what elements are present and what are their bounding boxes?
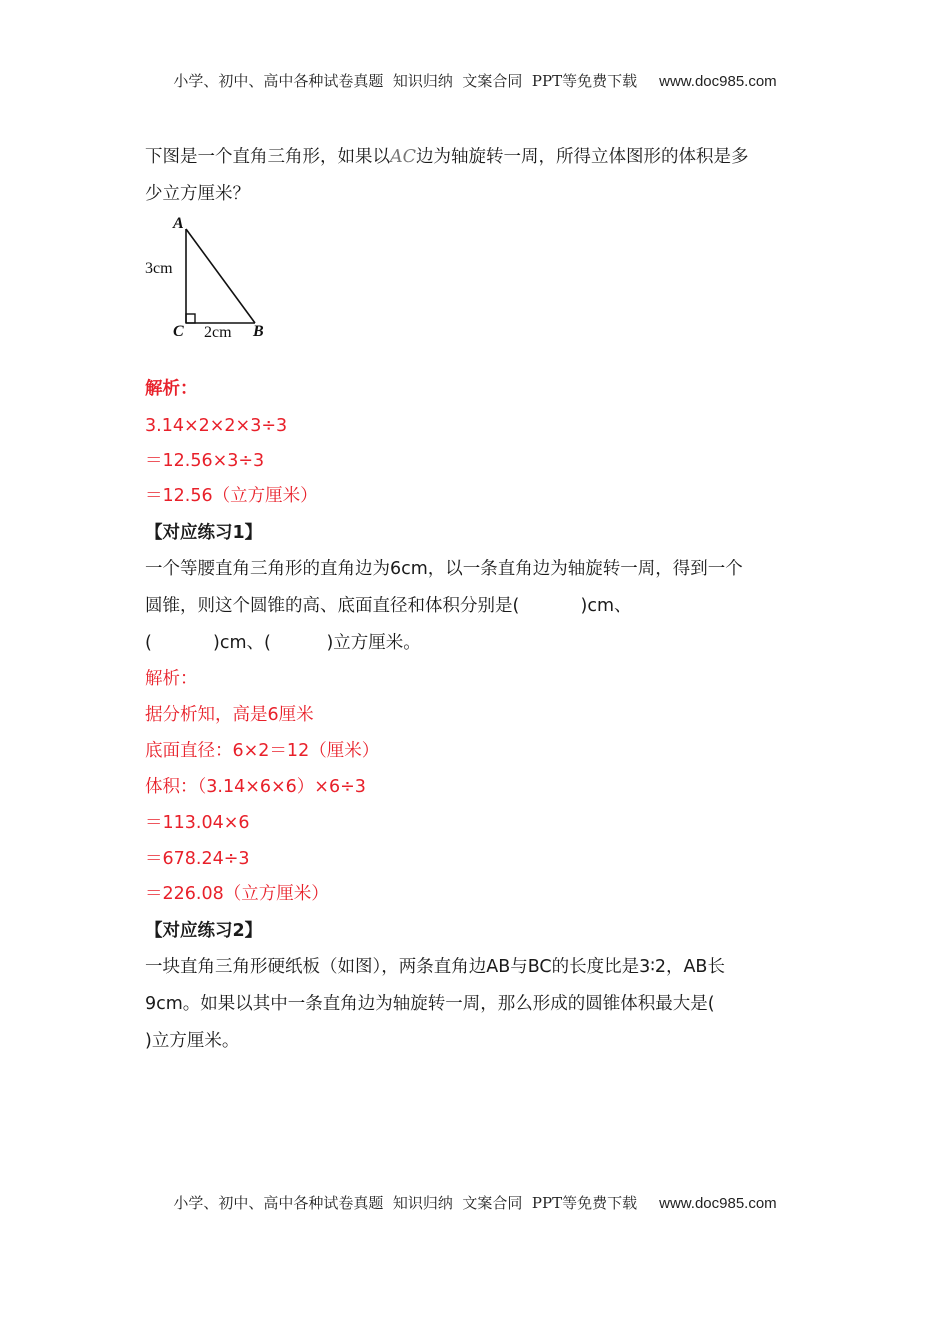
solution2-line: 体积：（3.14×6×6）×6÷3 [145,777,366,797]
vertex-label-c: C [173,323,184,340]
page-footer [0,1192,950,1213]
header-url[interactable]: www.doc985.com [659,73,777,90]
vertex-label-b: B [253,323,264,340]
solution2-title: 解析： [145,669,198,689]
practice2-title: 【对应练习2】 [145,921,263,941]
page-header [0,70,950,91]
problem-variable-ac: AC [390,147,417,167]
header-text: 小学、初中、高中各种试卷真题 知识归纳 文案合同 PPT等免费下载 [173,72,638,90]
solution1-title: 解析： [145,379,198,399]
solution2-line: 底面直径：6×2＝12（厘米） [145,741,380,761]
problem-text-suffix: 边为轴旋转一周，所得立体图形的体积是多 [416,147,749,167]
solution2-line: ＝113.04×6 [145,813,250,833]
footer-text: 小学、初中、高中各种试卷真题 知识归纳 文案合同 PPT等免费下载 [173,1194,638,1212]
practice1-title: 【对应练习1】 [145,523,263,543]
solution2-line: 据分析知，高是6厘米 [145,705,314,725]
practice1-line-1: 一个等腰直角三角形的直角边为6cm，以一条直角边为轴旋转一周，得到一个 [145,559,743,579]
footer-url[interactable]: www.doc985.com [659,1195,777,1212]
practice2-line-1: 一块直角三角形硬纸板（如图），两条直角边AB与BC的长度比是3∶2，AB长 [145,957,725,977]
practice1-line-3: ( )cm、( )立方厘米。 [145,633,421,653]
side-label-ac: 3cm [145,260,173,277]
solution1-line: 3.14×2×2×3÷3 [145,416,288,436]
side-ab [186,229,255,323]
solution2-line: ＝226.08（立方厘米） [145,884,329,904]
practice1-line-2: 圆锥，则这个圆锥的高、底面直径和体积分别是( )cm、 [145,596,632,616]
triangle-figure [140,215,280,345]
practice2-line-2: 9cm。如果以其中一条直角边为轴旋转一周，那么形成的圆锥体积最大是( [145,994,715,1014]
solution1-line: ＝12.56×3÷3 [145,451,265,471]
vertex-label-a: A [173,215,184,232]
practice2-line-3: )立方厘米。 [145,1031,240,1051]
problem-text-prefix: 下图是一个直角三角形，如果以 [145,147,390,167]
solution1-line: ＝12.56（立方厘米） [145,486,318,506]
solution2-line: ＝678.24÷3 [145,849,250,869]
problem-line-2: 少立方厘米？ [145,184,250,204]
right-angle-marker [186,314,195,323]
problem-line-1 [145,146,749,168]
side-label-cb: 2cm [204,324,232,341]
